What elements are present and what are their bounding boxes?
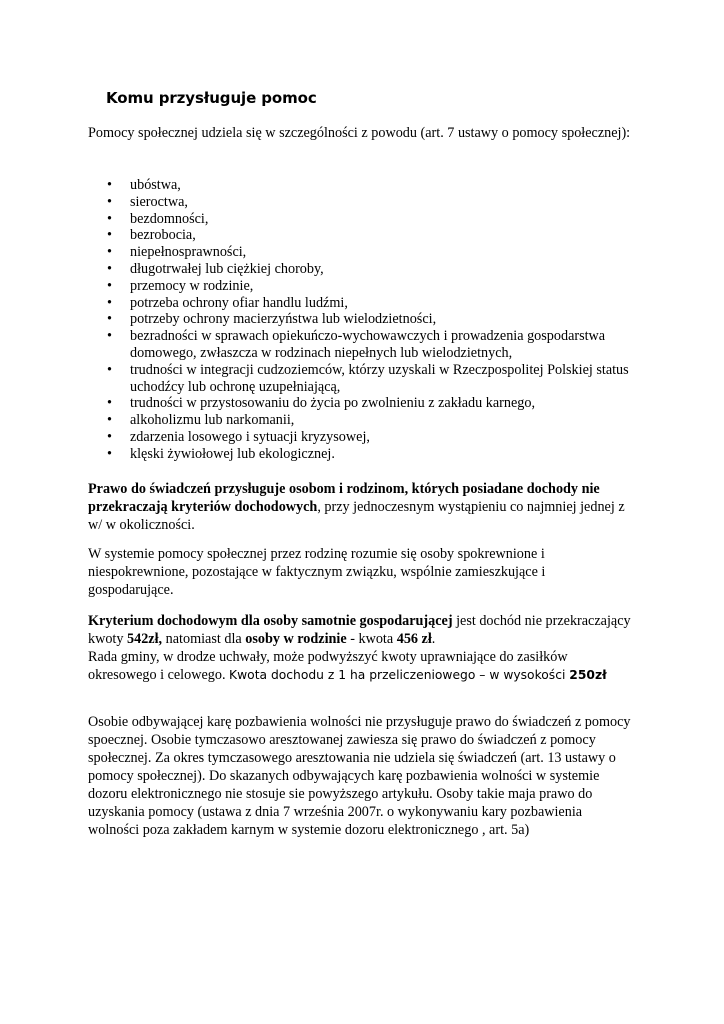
criterion-family-label: osoby w rodzinie	[245, 631, 347, 647]
entitlement-bold: Prawo do świadczeń przysługuje osobom i rodzinom, których posiadane dochody nie przekraczają kryteriów dochodowych	[88, 481, 600, 515]
list-item	[88, 295, 633, 312]
criterion-text: Rada gminy, w drodze uchwały, może podwyższyć kwoty uprawniające do zasiłków okresowego i celowego.	[88, 649, 568, 683]
list-item-text: przemocy w rodzinie,	[130, 277, 254, 294]
criterion-text: - kwota	[346, 631, 397, 647]
hectare-income-amount: 250zł	[569, 668, 607, 682]
amount-single: 542zł,	[127, 631, 163, 647]
bullet-icon: •	[107, 277, 112, 294]
list-item	[88, 429, 633, 446]
list-item-text: trudności w przystosowaniu do życia po zwolnieniu z zakładu karnego,	[130, 395, 536, 412]
bullet-icon: •	[107, 361, 112, 378]
hectare-income-text: Kwota dochodu z 1 ha przeliczeniowego – w wysokości	[229, 668, 570, 682]
bullet-icon: •	[107, 227, 112, 244]
bullet-icon: •	[107, 328, 112, 345]
list-item	[88, 278, 633, 295]
criterion-text: natomiast dla	[162, 631, 246, 647]
bullet-icon: •	[107, 244, 112, 261]
list-item-text: zdarzenia losowego i sytuacji kryzysowej,	[130, 428, 370, 445]
income-criterion-paragraph	[88, 612, 633, 684]
list-item-text: klęski żywiołowej lub ekologicznej.	[130, 445, 335, 462]
bullet-icon: •	[107, 445, 112, 462]
bullet-icon: •	[107, 193, 112, 210]
entitlement-rest: , przy jednoczesnym wystąpieniu co najmniej jednej z w/ w okoliczności.	[88, 499, 625, 533]
entitlement-paragraph	[88, 480, 633, 534]
bullet-icon: •	[107, 428, 112, 445]
list-item-text: długotrwałej lub ciężkiej choroby,	[130, 260, 324, 277]
list-item	[88, 446, 633, 463]
list-item-text: sieroctwa,	[130, 193, 188, 210]
bullet-icon: •	[107, 412, 112, 429]
bullet-icon: •	[107, 395, 112, 412]
bullet-icon: •	[107, 294, 112, 311]
list-item	[88, 194, 633, 211]
list-item-text: trudności w integracji cudzoziemców, którzy uzyskali w Rzeczpospolitej Polskiej status uchodźcy lub ochronę uzupełniającą,	[130, 361, 629, 395]
list-item	[88, 311, 633, 328]
criterion-text: jest dochód nie przekraczający kwoty	[88, 613, 631, 647]
list-item	[88, 328, 633, 362]
list-item-text: potrzeby ochrony macierzyństwa lub wielodzietności,	[130, 311, 437, 328]
list-item	[88, 261, 633, 278]
list-item	[88, 362, 633, 396]
list-item-text: bezradności w sprawach opiekuńczo-wychowawczych i prowadzenia gospodarstwa domowego, zwłaszcza w rodzinach niepełnych lub wielodzietnych,	[130, 328, 606, 361]
list-item-text: alkoholizmu lub narkomanii,	[130, 412, 295, 429]
list-item-text: niepełnosprawności,	[130, 244, 247, 261]
criterion-text: .	[431, 631, 436, 647]
criterion-single-label: Kryterium dochodowym dla osoby samotnie gospodarującej	[88, 613, 453, 629]
list-item-text: bezdomności,	[130, 210, 209, 227]
list-item-text: ubóstwa,	[130, 177, 181, 193]
list-item-text: potrzeba ochrony ofiar handlu ludźmi,	[130, 294, 348, 311]
page-title: Komu przysługuje pomoc	[106, 89, 317, 107]
list-item	[88, 211, 633, 228]
reasons-list	[88, 177, 633, 463]
list-item	[88, 412, 633, 429]
list-item	[88, 395, 633, 412]
intro-paragraph: Pomocy społecznej udziela się w szczególności z powodu (art. 7 ustawy o pomocy społecznej):	[88, 125, 631, 141]
list-item	[88, 227, 633, 244]
list-item	[88, 244, 633, 261]
amount-family: 456 zł	[396, 631, 432, 647]
list-item	[88, 177, 633, 194]
family-definition-paragraph: W systemie pomocy społecznej przez rodzinę rozumie się osoby spokrewnione i niespokrewnione, pozostające w faktycznym związku, wspólnie zamieszkujące i gospodarujące.	[88, 546, 546, 598]
bullet-icon: •	[107, 177, 112, 193]
list-item-text: bezrobocia,	[130, 227, 196, 244]
bullet-icon: •	[107, 260, 112, 277]
bullet-icon: •	[107, 210, 112, 227]
prison-paragraph: Osobie odbywającej karę pozbawienia wolności nie przysługuje prawo do świadczeń z pomocy spoecznej. Osobie tymczasowo aresztowanej zawiesza się prawo do świadczeń z pomocy społecznej. Za okres tymczasowego aresztowania nie udziela się świadczeń (art. 13 ustawy o pomocy społecznej). Do skazanych odbywających karę pozbawienia wolności w systemie dozoru elektronicznego nie stosuje sie powyższego artykułu. Osoby takie maja prawo do uzyskania pomocy (ustawa z dnia 7 września 2007r. o wykonywaniu kary pozbawienia wolności poza zakładem karnym w systemie dozoru elektronicznego , art. 5a)	[88, 714, 631, 838]
bullet-icon: •	[107, 311, 112, 328]
